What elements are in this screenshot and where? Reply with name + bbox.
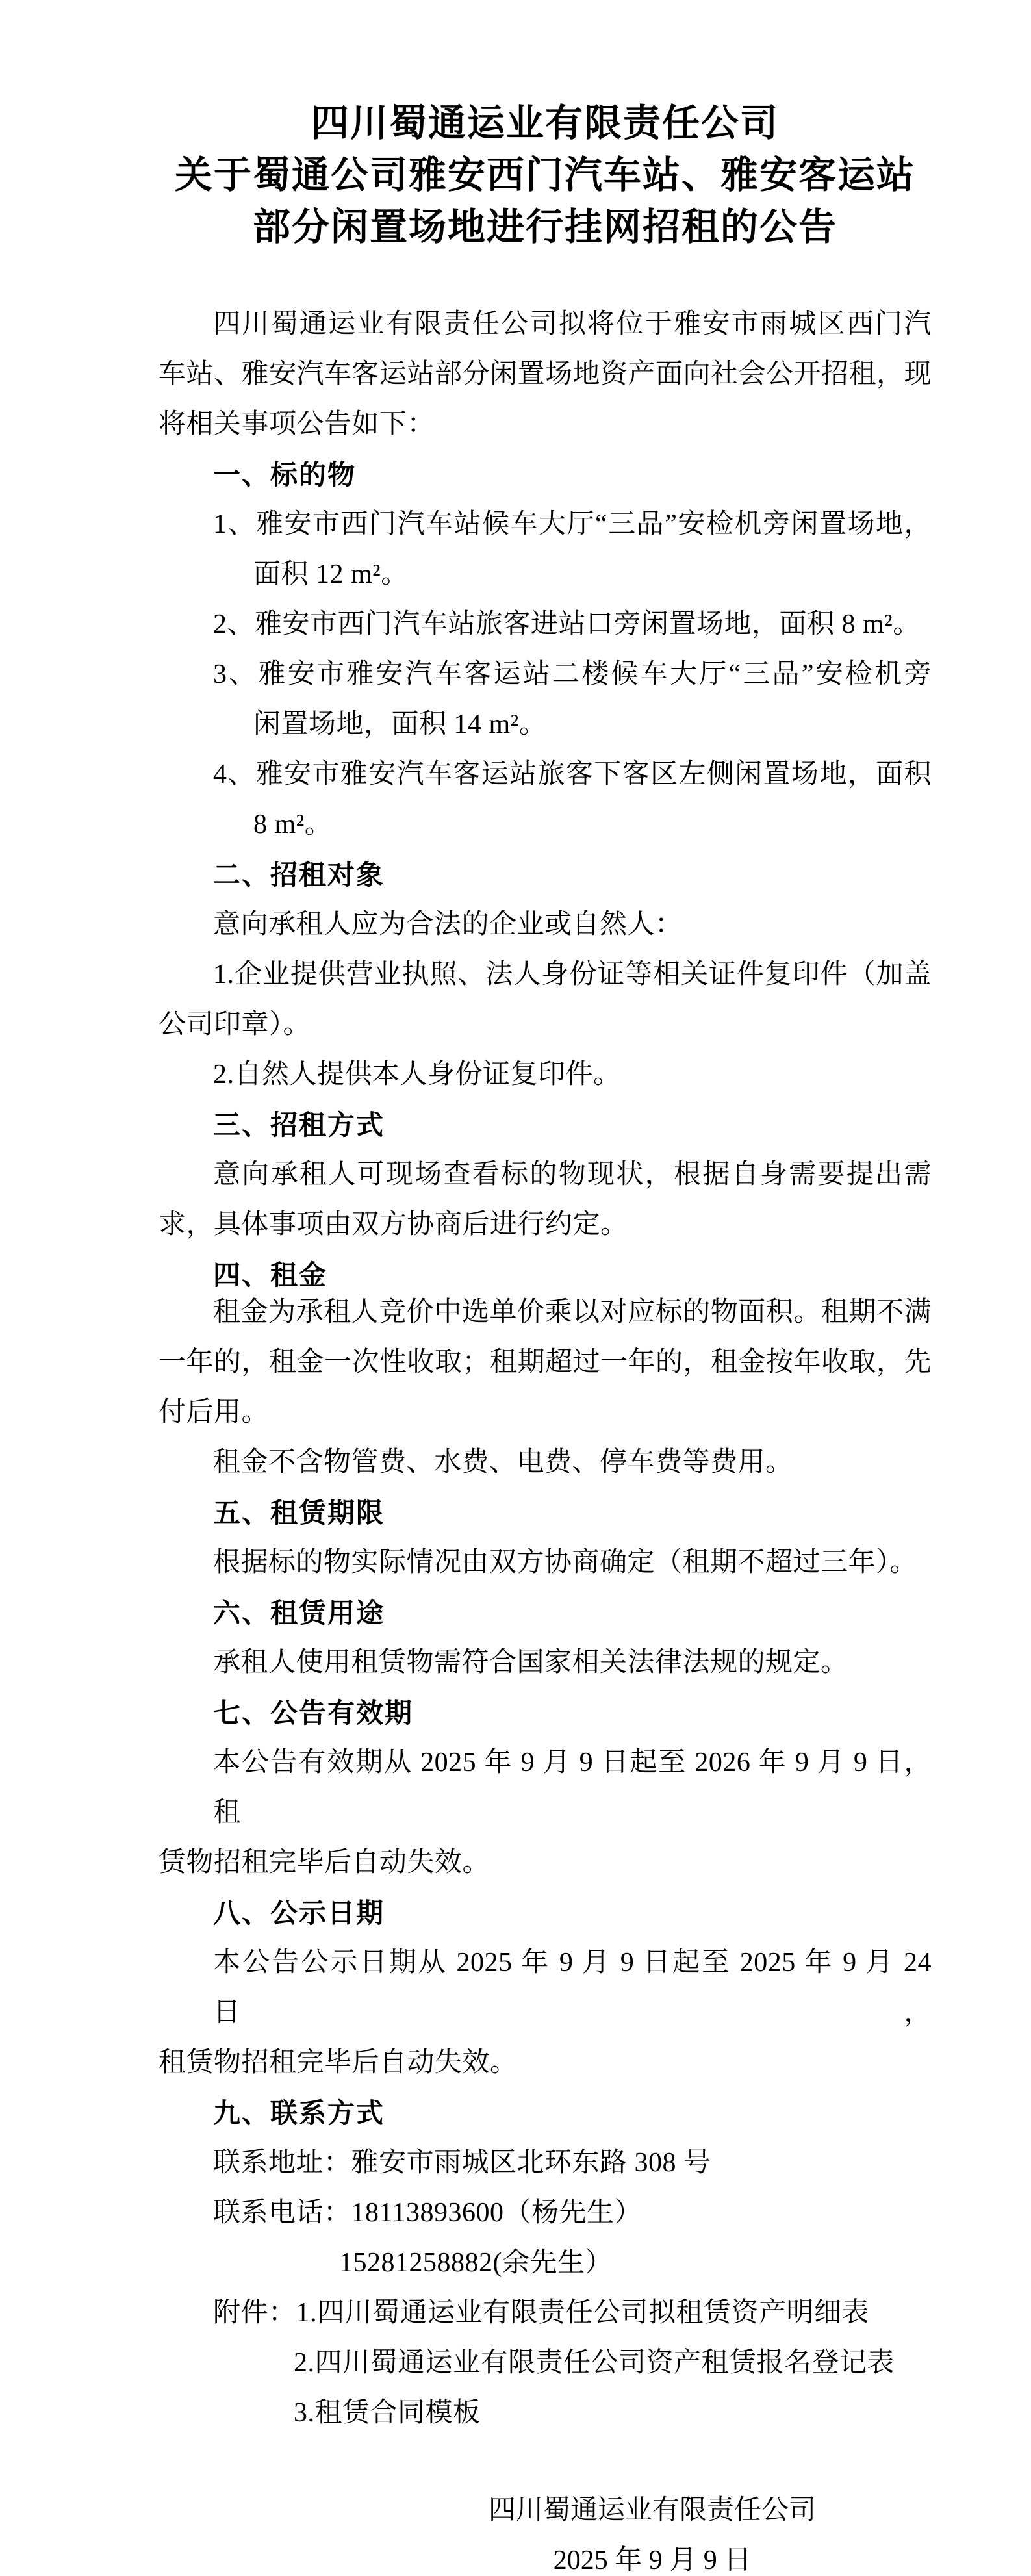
paragraph-line: 租金不含物管费、水费、电费、停车费等费用。 [213, 1447, 793, 1477]
document-title-line-2: 关于蜀通公司雅安西门汽车站、雅安客运站 [174, 154, 915, 196]
paragraph-line: 2.自然人提供本人身份证复印件。 [213, 1060, 621, 1090]
paragraph-line: 联系电话：18113893600（杨先生） [213, 2198, 642, 2228]
lot-item-line: 3、雅安市雅安汽车客运站二楼候车大厅“三品”安检机旁 [213, 659, 932, 689]
lot-item-line: 闲置场地，面积 14 m²。 [253, 709, 547, 739]
section-9-heading: 九、联系方式 [213, 2098, 385, 2128]
signature-date: 2025 年 9 月 9 日 [553, 2545, 752, 2575]
section-8-heading: 八、公示日期 [213, 1898, 385, 1928]
section-1-heading: 一、标的物 [213, 459, 357, 490]
paragraph-line: 本公告公示日期从 2025 年 9 月 9 日起至 2025 年 9 月 24 日， [213, 1948, 932, 2028]
paragraph-line: 车站、雅安汽车客运站部分闲置场地资产面向社会公开招租，现 [159, 359, 932, 389]
signature-block [489, 2486, 816, 2576]
paragraph-line: 将相关事项公告如下： [159, 409, 435, 439]
paragraph-line: 一年的，租金一次性收取；租期超过一年的，租金按年收取，先 [159, 1347, 932, 1377]
paragraph-line: 租金为承租人竞价中选单价乘以对应标的物面积。租期不满 [213, 1297, 932, 1327]
document-title [159, 97, 932, 253]
intro-paragraph [159, 300, 932, 450]
eligibility-intro [159, 900, 932, 950]
signature-company: 四川蜀通运业有限责任公司 [488, 2495, 816, 2525]
attachments-line-3 [159, 2388, 932, 2438]
lot-item-3 [159, 650, 932, 750]
paragraph-line: 本公告有效期从 2025 年 9 月 9 日起至 2026 年 9 月 9 日，租 [213, 1748, 932, 1828]
leasing-method [159, 1150, 932, 1250]
paragraph-line: 公司印章）。 [159, 1010, 311, 1039]
paragraph-line: 15281258882(余先生） [339, 2248, 613, 2278]
paragraph-line: 意向承租人可现场查看标的物现状，根据自身需要提出需 [213, 1160, 932, 1190]
attachments-line-2 [159, 2338, 932, 2388]
document-title-line-3: 部分闲置场地进行挂网招租的公告 [252, 206, 837, 248]
eligibility-individual [159, 1050, 932, 1100]
rent-excludes [159, 1438, 932, 1488]
lot-item-line: 8 m²。 [253, 810, 333, 839]
paragraph-line: 联系地址：雅安市雨城区北环东路 308 号 [213, 2148, 711, 2178]
lot-item-line: 2、雅安市西门汽车站旅客进站口旁闲置场地，面积 8 m²。 [213, 609, 921, 639]
contact-address [159, 2138, 932, 2188]
section-6-heading: 六、租赁用途 [213, 1598, 385, 1628]
paragraph-line: 租赁物招租完毕后自动失效。 [159, 2048, 518, 2078]
section-3-heading: 三、招租方式 [213, 1110, 385, 1140]
lot-item-4 [159, 750, 932, 850]
section-7-heading: 七、公告有效期 [213, 1698, 414, 1728]
lot-item-line: 4、雅安市雅安汽车客运站旅客下客区左侧闲置场地，面积 [213, 759, 932, 789]
section-4-heading: 四、租金 [213, 1260, 328, 1290]
paragraph-line: 意向承租人应为合法的企业或自然人： [213, 910, 683, 939]
paragraph-line: 1.企业提供营业执照、法人身份证等相关证件复印件（加盖 [213, 960, 932, 989]
paragraph-line: 付后用。 [159, 1397, 270, 1427]
paragraph-line: 赁物招租完毕后自动失效。 [159, 1848, 490, 1878]
paragraph-line: 承租人使用租赁物需符合国家相关法律法规的规定。 [213, 1648, 848, 1677]
lot-item-2 [159, 600, 932, 650]
section-5-heading: 五、租赁期限 [213, 1498, 385, 1528]
paragraph-line: 2.四川蜀通运业有限责任公司资产租赁报名登记表 [294, 2348, 895, 2378]
publicity-period [159, 1938, 932, 2088]
lot-item-line: 面积 12 m²。 [253, 559, 409, 589]
contact-phone-2 [159, 2238, 932, 2288]
paragraph-line: 3.租赁合同模板 [294, 2398, 481, 2428]
eligibility-enterprise [159, 950, 932, 1050]
lot-item-line: 1、雅安市西门汽车站候车大厅“三品”安检机旁闲置场地， [213, 509, 932, 539]
attachments-line-1 [159, 2288, 932, 2338]
lot-item-1 [159, 500, 932, 600]
paragraph-line: 附件：1.四川蜀通运业有限责任公司拟租赁资产明细表 [213, 2298, 870, 2328]
lease-use [159, 1638, 932, 1688]
lease-term [159, 1538, 932, 1588]
paragraph-line: 四川蜀通运业有限责任公司拟将位于雅安市雨城区西门汽 [213, 309, 932, 339]
paragraph-line: 根据标的物实际情况由双方协商确定（租期不超过三年）。 [213, 1548, 918, 1577]
validity-period [159, 1738, 932, 1888]
section-2-heading: 二、招租对象 [213, 860, 385, 890]
document-title-line-1: 四川蜀通运业有限责任公司 [311, 102, 779, 144]
contact-phone-1 [159, 2188, 932, 2238]
rent-calculation [159, 1288, 932, 1438]
paragraph-line: 求，具体事项由双方协商后进行约定。 [159, 1210, 628, 1240]
